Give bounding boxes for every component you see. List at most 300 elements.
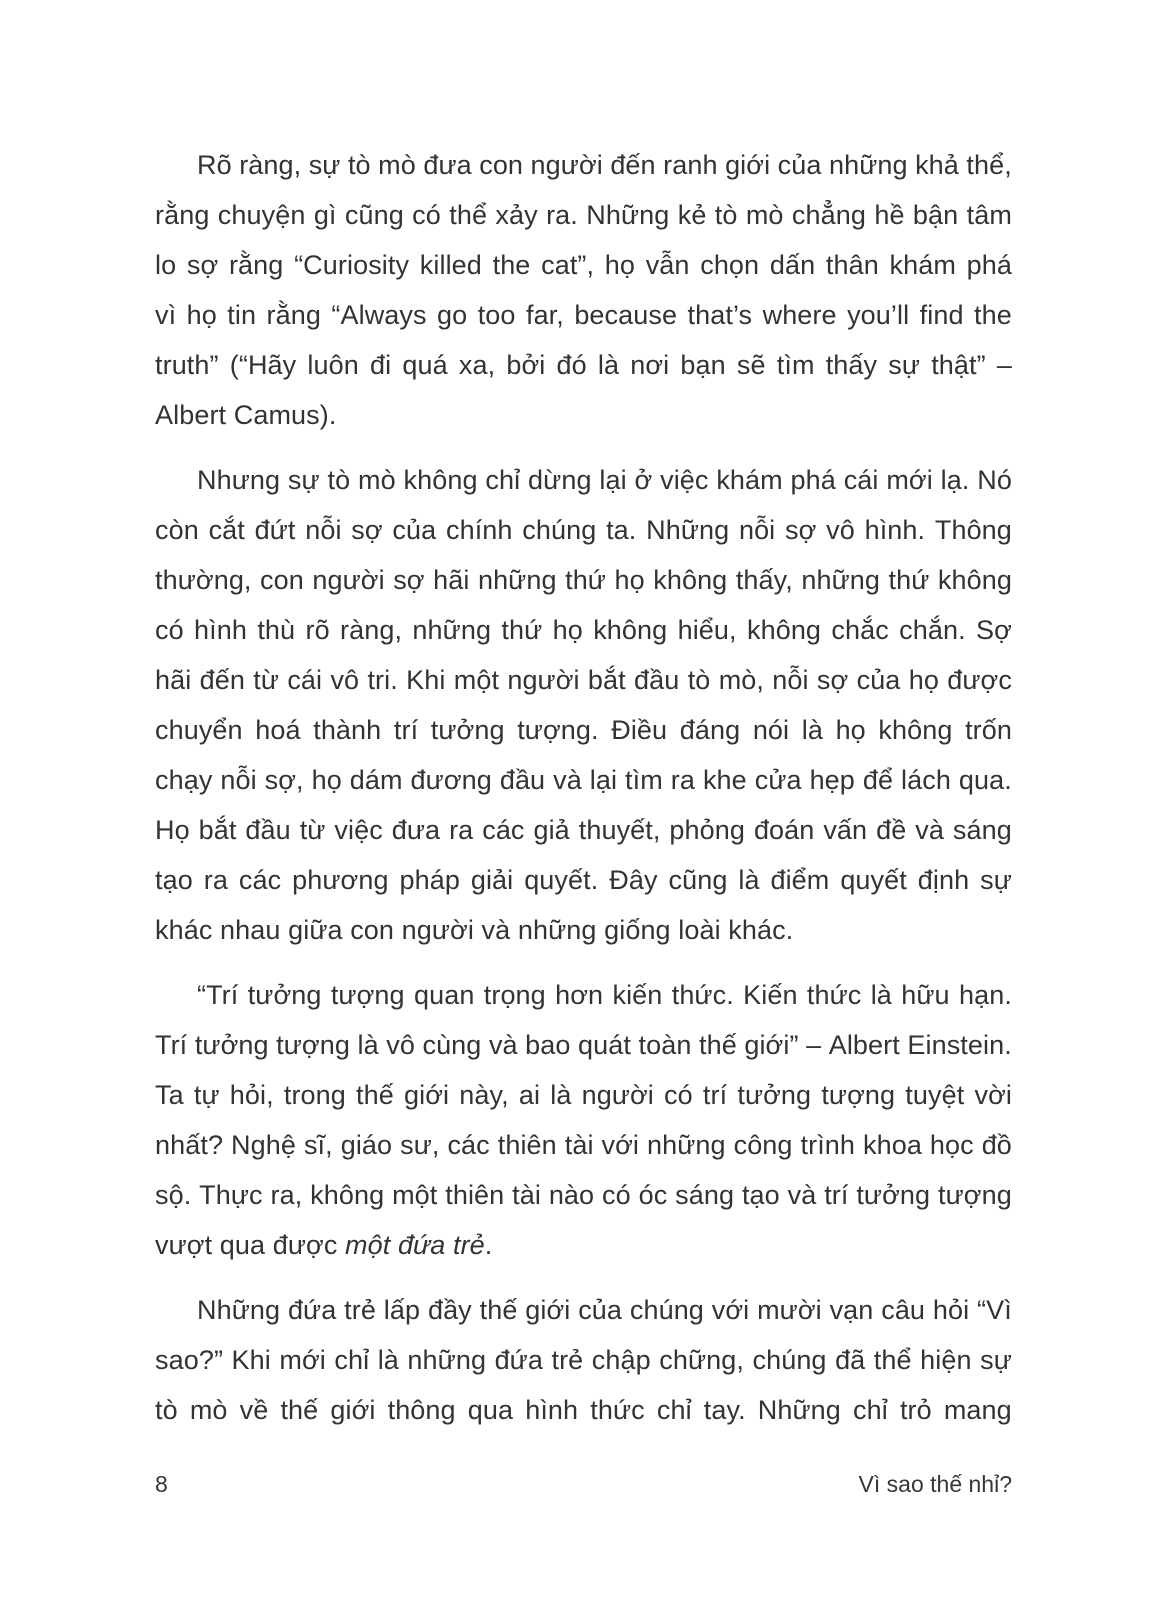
word: thiên — [445, 1180, 505, 1210]
word: trí — [702, 1080, 728, 1110]
word: với — [711, 1295, 750, 1325]
word: tìm — [625, 765, 663, 795]
word: là — [738, 865, 760, 895]
text-line — [155, 1170, 1012, 1220]
word: ra, — [270, 1180, 303, 1210]
text-line — [155, 1020, 1012, 1070]
word: sĩ, — [303, 1130, 333, 1160]
word: lại — [599, 465, 627, 495]
word: mò — [745, 200, 784, 230]
word: không — [310, 1180, 385, 1210]
word: đoán — [753, 815, 815, 845]
word: chuyển — [155, 715, 243, 745]
word: đồ — [981, 1130, 1012, 1160]
word: find — [919, 300, 964, 330]
word: chỉ — [485, 465, 521, 495]
word: từ — [253, 665, 280, 695]
word: hình — [194, 615, 247, 645]
word: rằng — [155, 200, 210, 230]
word: trốn — [965, 715, 1012, 745]
word: thứ — [888, 565, 930, 595]
word: cũng — [668, 865, 728, 895]
word: lo — [155, 250, 177, 280]
word: nhất? — [155, 1130, 224, 1160]
word: (“Hãy — [229, 350, 297, 380]
word: tưởng — [194, 1030, 269, 1060]
word: của — [777, 150, 822, 180]
word: đề — [876, 815, 907, 845]
running-title: Vì sao thế nhỉ? — [858, 1471, 1012, 1497]
paragraph — [155, 1285, 1012, 1435]
page-number: 8 — [155, 1471, 168, 1497]
word: này, — [459, 1080, 509, 1110]
word: đứa — [494, 1345, 543, 1375]
text-line — [155, 855, 1012, 905]
word: Điều — [611, 715, 668, 745]
text-line — [155, 1070, 1012, 1120]
word: đứt — [254, 515, 296, 545]
word: sợ — [785, 515, 817, 545]
word: thể — [449, 200, 488, 230]
text-segment: Albert Camus). — [155, 400, 337, 430]
word: có — [155, 615, 184, 645]
text-line — [155, 1335, 1012, 1385]
paragraph — [155, 455, 1012, 955]
word: vời — [974, 1080, 1012, 1110]
word: thức. — [671, 980, 734, 1010]
word: thứ — [565, 565, 606, 595]
word: hẹp — [809, 765, 855, 795]
word: đó — [556, 350, 587, 380]
word: đáng — [679, 715, 741, 745]
text-line — [155, 1120, 1012, 1170]
word: tò — [347, 150, 371, 180]
word: thuyết, — [578, 815, 661, 845]
word: nỗi — [772, 665, 809, 695]
word: bao — [525, 1030, 571, 1060]
word: thông — [387, 1395, 456, 1425]
word: còn — [155, 515, 199, 545]
word: tài — [512, 1180, 541, 1210]
word: chúng — [522, 515, 597, 545]
word: chắn. — [899, 615, 966, 645]
text-segment: khác nhau giữa con người và những giống loài khác. — [155, 915, 794, 945]
word: về — [239, 1395, 269, 1425]
word: hãi — [155, 665, 192, 695]
word: thật” — [931, 350, 986, 380]
paragraph — [155, 140, 1012, 440]
word: ra. — [546, 200, 578, 230]
word: phá — [966, 250, 1012, 280]
word: họ — [835, 715, 866, 745]
word: giới” — [744, 1030, 799, 1060]
word: giáo — [340, 1130, 393, 1160]
word: Einstein. — [907, 1030, 1012, 1060]
page-footer — [155, 1468, 1012, 1500]
word: lại — [589, 765, 618, 795]
word: mang — [943, 1395, 1012, 1425]
word: trình — [800, 1130, 856, 1160]
word: ra — [203, 865, 228, 895]
word: ràng, — [340, 615, 403, 645]
word: là — [870, 980, 892, 1010]
word: vô — [826, 515, 855, 545]
word: sao?” — [155, 1345, 224, 1375]
text-line — [155, 240, 1012, 290]
word: vẫn — [645, 250, 690, 280]
word: một — [392, 1180, 438, 1210]
word: Trí — [155, 1030, 188, 1060]
word: thân — [825, 250, 879, 280]
word: Họ — [155, 815, 190, 845]
word: rõ — [305, 615, 330, 645]
word: xảy — [495, 200, 538, 230]
word: killed — [419, 250, 482, 280]
word: đưa — [423, 150, 472, 180]
word: thấy, — [735, 565, 793, 595]
word: trẻ — [344, 1295, 376, 1325]
word: Albert — [828, 1030, 900, 1060]
word: được — [947, 665, 1012, 695]
word: cùng — [422, 1030, 482, 1060]
word: Nhưng — [197, 465, 281, 495]
word: Sợ — [976, 615, 1012, 645]
word: là — [550, 1080, 572, 1110]
word: hỏi, — [229, 1080, 274, 1110]
text-line — [155, 805, 1012, 855]
word: của — [392, 515, 437, 545]
word: không — [746, 615, 822, 645]
word: người — [312, 565, 385, 595]
text-line — [155, 290, 1012, 340]
paragraph — [155, 970, 1012, 1270]
word: là — [377, 1345, 399, 1375]
word: tự — [193, 1080, 220, 1110]
word: thể — [873, 1345, 912, 1375]
text-line — [155, 755, 1012, 805]
word: tạo — [155, 865, 193, 895]
word: giải — [470, 865, 514, 895]
word: “Curiosity — [294, 250, 410, 280]
word: nỗi — [220, 765, 257, 795]
text-line — [155, 340, 1012, 390]
word: thiên — [497, 1130, 557, 1160]
text-segment: . — [484, 1230, 493, 1260]
word: quyết — [840, 865, 907, 895]
word: tượng. — [517, 715, 599, 745]
word: trí — [824, 1180, 849, 1210]
word: chắc — [831, 615, 889, 645]
word: hiểu, — [677, 615, 737, 645]
word: trí — [393, 715, 419, 745]
word: vạn — [829, 1295, 874, 1325]
word: sự — [888, 350, 921, 380]
word: sợ — [186, 250, 219, 280]
word: tò — [155, 1395, 178, 1425]
word: họ — [186, 300, 217, 330]
word: the — [973, 300, 1012, 330]
word: bận — [912, 200, 959, 230]
word: bắt — [587, 665, 626, 695]
text-line — [155, 1285, 1012, 1335]
word: cắt — [208, 515, 245, 545]
word: tò — [687, 665, 711, 695]
word: toàn — [638, 1030, 692, 1060]
word: khám — [716, 465, 783, 495]
word: người — [507, 665, 580, 695]
word: sẽ — [736, 350, 766, 380]
word: giới — [330, 1395, 376, 1425]
word: rằng — [266, 300, 321, 330]
word: ra — [670, 765, 695, 795]
word: dấn — [769, 250, 816, 280]
word: xa, — [458, 350, 496, 380]
word: là — [357, 1030, 379, 1060]
word: nơi — [630, 350, 670, 380]
word: sự — [308, 150, 341, 180]
word: đầy — [427, 1295, 472, 1325]
word: người — [530, 150, 603, 180]
text-line — [155, 505, 1012, 555]
word: một — [453, 665, 500, 695]
word: Thực — [199, 1180, 263, 1210]
word: go — [437, 300, 468, 330]
word: cat”, — [541, 250, 595, 280]
word: là — [801, 715, 823, 745]
word: thường, — [155, 565, 252, 595]
word: trỏ — [899, 1395, 932, 1425]
word: that’s — [687, 300, 753, 330]
text-line — [155, 140, 1012, 190]
text-line — [155, 390, 1012, 440]
word: hữu — [901, 980, 950, 1010]
word: và — [915, 815, 944, 845]
word: thấy — [825, 350, 878, 380]
text-line — [155, 555, 1012, 605]
word: hình. — [864, 515, 926, 545]
word: lấp — [383, 1295, 421, 1325]
word: Đây — [609, 865, 658, 895]
word: của — [856, 665, 901, 695]
word: quan — [413, 980, 475, 1010]
word: tâm — [966, 200, 1012, 230]
word: ai — [518, 1080, 541, 1110]
word: bắt — [198, 815, 237, 845]
word: sộ. — [155, 1180, 192, 1210]
word: những — [412, 615, 492, 645]
word: công — [733, 1130, 793, 1160]
word: khe — [702, 765, 747, 795]
word: gì — [313, 200, 337, 230]
word: where — [762, 300, 837, 330]
text-line — [155, 655, 1012, 705]
word: you’ll — [847, 300, 910, 330]
word: là — [597, 350, 620, 380]
text-body — [155, 140, 1012, 1450]
word: họ — [311, 765, 342, 795]
word: dừng — [528, 465, 592, 495]
word: các — [482, 815, 525, 845]
word: nỗi — [305, 515, 342, 545]
word: mò — [358, 465, 396, 495]
word: những — [828, 150, 908, 180]
word: thù — [257, 615, 296, 645]
word: too — [477, 300, 516, 330]
word: ta. — [606, 515, 637, 545]
word: đầu — [499, 765, 546, 795]
word: có — [602, 1180, 631, 1210]
word: và — [787, 1180, 817, 1210]
word: người — [581, 1080, 654, 1110]
word: tay. — [703, 1395, 746, 1425]
word: sợ — [816, 665, 849, 695]
word: những — [407, 1345, 487, 1375]
word: thế — [698, 1030, 737, 1060]
word: hoá — [255, 715, 301, 745]
word: phá — [790, 465, 836, 495]
word: hiện — [920, 1345, 972, 1375]
word: thành — [313, 715, 382, 745]
word: chững, — [659, 1345, 744, 1375]
word: chẳng — [791, 200, 866, 230]
word: đã — [835, 1345, 866, 1375]
word: sợ — [351, 515, 383, 545]
word: phỏng — [669, 815, 746, 845]
word: câu — [881, 1295, 926, 1325]
text-line — [155, 190, 1012, 240]
word: pháp — [399, 865, 460, 895]
word: tưởng — [856, 1180, 931, 1210]
word: các — [447, 1130, 490, 1160]
word: lạ. — [940, 465, 970, 495]
word: điểm — [770, 865, 830, 895]
text-line — [155, 970, 1012, 1020]
word: tượng — [821, 1080, 896, 1110]
word: mò, — [718, 665, 764, 695]
word: bạn — [680, 350, 726, 380]
word: dám — [349, 765, 403, 795]
word: việc — [660, 465, 709, 495]
word: the — [492, 250, 531, 280]
word: những — [477, 565, 557, 595]
word: thức — [806, 980, 862, 1010]
word: tin — [227, 300, 257, 330]
word: trọng — [483, 980, 546, 1010]
word: tài — [564, 1130, 594, 1160]
word: từ — [299, 815, 326, 845]
word: nỗi — [738, 515, 776, 545]
italic-phrase: một đứa trẻ — [345, 1230, 485, 1260]
word: những — [647, 1130, 726, 1160]
word: có — [412, 200, 441, 230]
word: – — [806, 1030, 822, 1060]
word: tìm — [776, 350, 815, 380]
word: Nó — [977, 465, 1012, 495]
word: ra — [449, 815, 474, 845]
word: phương — [292, 865, 389, 895]
word: sợ, — [264, 765, 304, 795]
word: không — [403, 465, 478, 495]
word: không — [878, 715, 953, 745]
word: sáng — [952, 815, 1012, 845]
word: giới — [525, 1295, 571, 1325]
word: hề — [874, 200, 905, 230]
word: ranh — [663, 150, 718, 180]
word: Những — [197, 1295, 281, 1325]
word: với — [601, 1130, 640, 1160]
word: vấn — [823, 815, 868, 845]
word: việc — [334, 815, 383, 845]
word: khoa — [862, 1130, 922, 1160]
word: thể, — [966, 150, 1012, 180]
word: chạy — [155, 765, 213, 795]
word: chỉ — [334, 1345, 370, 1375]
word: tò — [714, 200, 738, 230]
text-line — [155, 1220, 1012, 1270]
word: của — [578, 1295, 623, 1325]
word: kiến — [612, 980, 663, 1010]
word: đưa — [391, 815, 441, 845]
word: – — [996, 350, 1012, 380]
word: nào — [548, 1180, 595, 1210]
word: đến — [610, 150, 656, 180]
word: vô — [330, 665, 360, 695]
word: không — [937, 565, 1012, 595]
word: vì — [155, 300, 177, 330]
word: hỏi — [932, 1295, 970, 1325]
word: tri. — [367, 665, 398, 695]
text-segment: vượt qua được — [155, 1230, 346, 1260]
text-line — [155, 1385, 1012, 1435]
word: giới — [404, 1080, 450, 1110]
word: “Always — [331, 300, 427, 330]
word: sự — [980, 865, 1012, 895]
word: sư, — [400, 1130, 440, 1160]
word: cũng — [344, 200, 404, 230]
word: kẻ — [677, 200, 707, 230]
word: họ — [604, 250, 636, 280]
word: hãi — [433, 565, 470, 595]
word: tò — [327, 465, 351, 495]
word: Khi — [231, 1345, 271, 1375]
word: Những — [757, 1395, 841, 1425]
word: hạn. — [958, 980, 1012, 1010]
word: quát — [578, 1030, 631, 1060]
word: “Trí — [197, 980, 239, 1010]
word: lách — [901, 765, 951, 795]
word: không — [653, 565, 728, 595]
word: trong — [283, 1080, 346, 1110]
word: qua. — [958, 765, 1012, 795]
word: đầu — [634, 665, 680, 695]
word: thức — [590, 1395, 645, 1425]
word: tượng — [938, 1180, 1012, 1210]
word: tượng — [330, 980, 405, 1010]
word: đến — [199, 665, 245, 695]
word: chọn — [700, 250, 760, 280]
word: luôn — [307, 350, 359, 380]
word: đứa — [287, 1295, 337, 1325]
word: nói — [752, 715, 790, 745]
text-line — [155, 905, 1012, 955]
word: thế — [280, 1395, 319, 1425]
word: bởi — [506, 350, 546, 380]
word: giới — [725, 150, 771, 180]
word: hình — [525, 1395, 579, 1425]
word: chập — [591, 1345, 651, 1375]
word: những — [801, 565, 880, 595]
word: thế — [356, 1080, 394, 1110]
